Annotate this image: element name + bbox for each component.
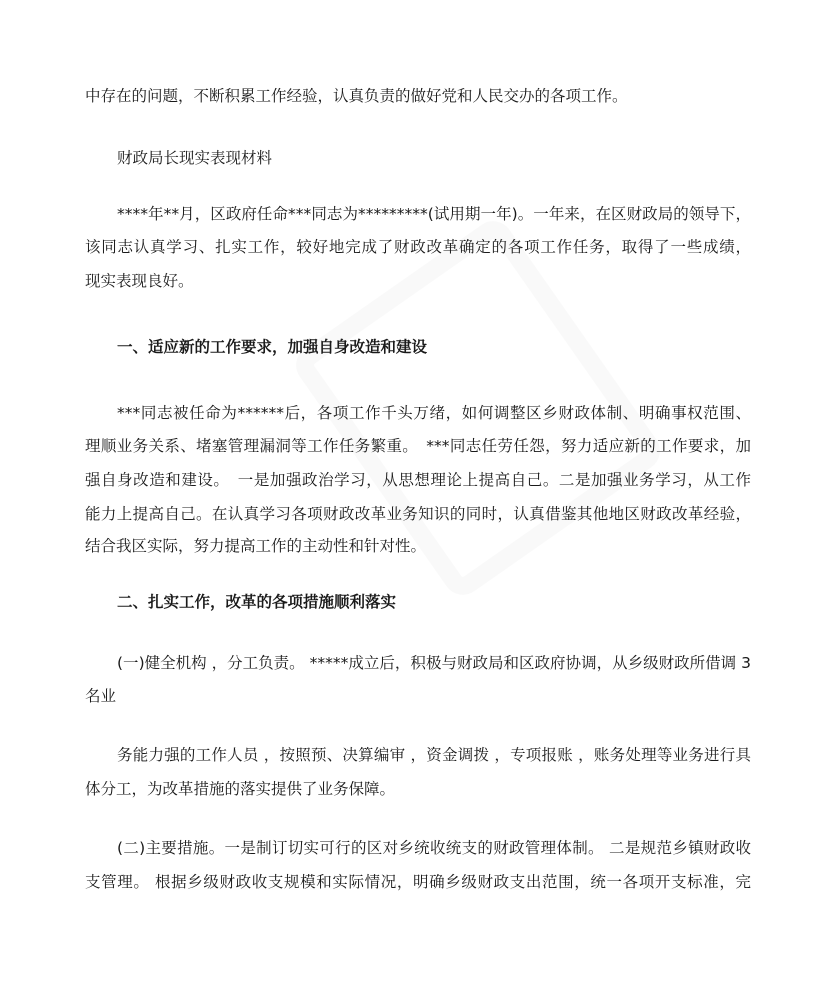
paragraph-line: 结合我区实际，努力提高工作的主动性和针对性。: [85, 537, 427, 555]
paragraph-line: ****年**月，区政府任命***同志为*********(试用期一年)。一年来，在区财政局的领导下，: [117, 205, 751, 223]
paragraph-line: 体分工，为改革措施的落实提供了业务保障。: [85, 780, 396, 798]
paragraph-line: 现实表现良好。: [85, 272, 194, 290]
section-heading: 一、适应新的工作要求，加强自身改造和建设: [117, 338, 428, 356]
section-heading: 二、扎实工作，改革的各项措施顺利落实: [117, 593, 397, 611]
paragraph-line: (一)健全机构 ，分工负责。 *****成立后，积极与财政局和区政府协调，从乡级财政所借调 3: [117, 654, 751, 672]
paragraph-line: 能力上提高自己。在认真学习各项财政改革业务知识的同时，认真借鉴其他地区财政改革经验，: [85, 505, 751, 523]
paragraph-line: ***同志被任命为******后，各项工作千头万绪，如何调整区乡财政体制、明确事权范围、: [117, 404, 751, 422]
paragraph-line: 中存在的问题，不断积累工作经验，认真负责的做好党和人民交办的各项工作。: [85, 87, 628, 105]
paragraph-line: (二)主要措施。一是制订切实可行的区对乡统收统支的财政管理体制。 二是规范乡镇财政收: [117, 839, 751, 857]
paragraph-line: 强自身改造和建设。 一是加强政治学习，从思想理论上提高自己。二是加强业务学习，从工作: [85, 471, 751, 489]
paragraph-line: 名业: [85, 687, 117, 705]
paragraph-line: 支管理。 根据乡级财政收支规模和实际情况，明确乡级财政支出范围，统一各项开支标准，完: [85, 873, 751, 891]
document-title: 财政局长现实表现材料: [117, 149, 273, 167]
paragraph-line: 该同志认真学习、扎实工作，较好地完成了财政改革确定的各项工作任务，取得了一些成绩，: [85, 238, 751, 256]
paragraph-line: 务能力强的工作人员 ，按照预、决算编审 ，资金调拨 ，专项报账 ，账务处理等业务进行具: [117, 746, 751, 764]
paragraph-line: 理顺业务关系、堵塞管理漏洞等工作任务繁重。 ***同志任劳任怨，努力适应新的工作要求，加: [85, 437, 751, 455]
